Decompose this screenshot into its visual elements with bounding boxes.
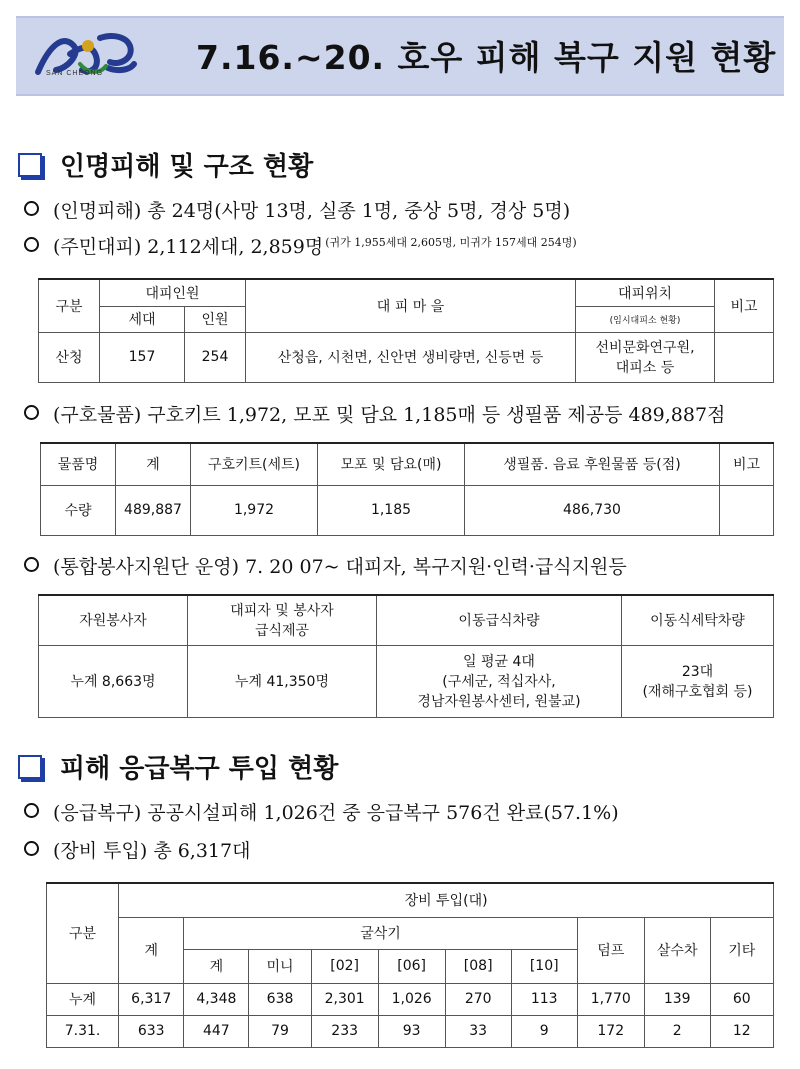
circle-bullet-icon (24, 201, 39, 216)
cell-persons: 254 (185, 332, 246, 382)
th-blanket: 모포 및 담요(매) (318, 443, 465, 485)
bullet-evacuation (24, 232, 577, 259)
cell: 4,348 (184, 983, 249, 1015)
th-item: 물품명 (41, 443, 116, 485)
cell-blanket: 1,185 (318, 485, 465, 535)
th-ex-10: [10] (511, 949, 577, 983)
cell-note (720, 485, 774, 535)
cell: 12 (710, 1015, 773, 1047)
bullet-recovery (24, 798, 619, 825)
cell: 447 (184, 1015, 249, 1047)
th-other: 기타 (710, 917, 773, 983)
cell: 270 (445, 983, 511, 1015)
cell-line: (재해구호협회 등) (642, 684, 753, 700)
cell-line: 경남자원봉사센터, 원불교) (417, 694, 581, 710)
bullet-relief (24, 400, 725, 427)
section-title: 피해 응급복구 투입 현황 (60, 754, 339, 784)
circle-bullet-icon (24, 803, 39, 818)
bullet-text: (통합봉사지원단 운영) 7. 20 07~ 대피자, 복구지원·인력·급식지원등 (53, 556, 627, 578)
th-meals-line: 급식제공 (254, 623, 310, 640)
location-line: 선비문화연구원, (595, 340, 695, 356)
bullet-subnote: (귀가 1,955세대 2,605명, 미귀가 157세대 254명) (325, 236, 577, 249)
th-ex-08: [08] (445, 949, 511, 983)
th-volunteers: 자원봉사자 (39, 595, 188, 645)
circle-bullet-icon (24, 237, 39, 252)
cell: 93 (378, 1015, 445, 1047)
cell: 633 (119, 1015, 184, 1047)
th-location-sub: (임시대피소 현황) (576, 306, 715, 332)
bullet-casualties (24, 196, 570, 223)
cell-laundry-truck (622, 645, 774, 717)
location-line: 대피소 등 (615, 360, 675, 376)
table-row (47, 1015, 774, 1047)
th-ex-total: 계 (184, 949, 249, 983)
bullet-equipment (24, 836, 250, 863)
cell: 79 (249, 1015, 311, 1047)
cell-item: 수량 (41, 485, 116, 535)
th-households: 세대 (100, 306, 185, 332)
th-kit: 구호키트(세트) (191, 443, 318, 485)
page-title: 7.16.~20. 호우 피해 복구 지원 현황 (196, 38, 777, 77)
cell: 638 (249, 983, 311, 1015)
bullet-text: (장비 투입) 총 6,317대 (53, 840, 251, 862)
bullet-text: (구호물품) 구호키트 1,972, 모포 및 담요 1,185매 등 생필품 제공등 489,887점 (53, 404, 726, 426)
cell-households: 157 (100, 332, 185, 382)
evacuation-table (38, 278, 774, 383)
table-row (47, 983, 774, 1015)
th-ex-06: [06] (378, 949, 445, 983)
th-sprinkler: 살수차 (644, 917, 710, 983)
th-meal-truck: 이동급식차량 (377, 595, 622, 645)
circle-bullet-icon (24, 841, 39, 856)
checkbox-square-icon (18, 755, 42, 779)
cell: 113 (511, 983, 577, 1015)
cell: 누계 (47, 983, 119, 1015)
cell: 60 (710, 983, 773, 1015)
th-ex-02: [02] (311, 949, 378, 983)
cell-total: 489,887 (116, 485, 191, 535)
th-meals-line: 대피자 및 봉사자 (230, 603, 334, 620)
cell: 2 (644, 1015, 710, 1047)
bullet-text: (주민대피) 2,112세대, 2,859명 (53, 236, 324, 258)
cell-supplies: 486,730 (465, 485, 720, 535)
th-total: 계 (119, 917, 184, 983)
th-laundry-truck: 이동식세탁차량 (622, 595, 774, 645)
cell: 233 (311, 1015, 378, 1047)
cell: 172 (577, 1015, 644, 1047)
cell-line: 23대 (681, 664, 714, 680)
th-ex-mini: 미니 (249, 949, 311, 983)
th-meals (188, 595, 377, 645)
circle-bullet-icon (24, 557, 39, 572)
cell-villages: 산청읍, 시천면, 신안면 생비량면, 신등면 등 (246, 332, 576, 382)
cell-meal-truck (377, 645, 622, 717)
th-gubun: 구분 (47, 883, 119, 983)
th-people: 대피인원 (100, 279, 246, 306)
th-persons: 인원 (185, 306, 246, 332)
cell-location (576, 332, 715, 382)
cell: 1,026 (378, 983, 445, 1015)
cell-meals: 누계 41,350명 (188, 645, 377, 717)
section-title: 인명피해 및 구조 현황 (60, 152, 314, 182)
th-total: 계 (116, 443, 191, 485)
logo-subtext: SAN CHEONG (46, 70, 104, 77)
th-excavator: 굴삭기 (184, 917, 577, 949)
equipment-table (46, 882, 774, 1048)
cell: 1,770 (577, 983, 644, 1015)
cell: 9 (511, 1015, 577, 1047)
th-gubun: 구분 (39, 279, 100, 332)
cell-line: (구세군, 적십자사, (442, 674, 556, 690)
bullet-text: (인명피해) 총 24명(사망 13명, 실종 1명, 중상 5명, 경상 5명) (53, 200, 571, 222)
cell: 7.31. (47, 1015, 119, 1047)
circle-bullet-icon (24, 405, 39, 420)
section-heading-recovery (18, 748, 338, 785)
cell-note (715, 332, 774, 382)
volunteer-table (38, 594, 774, 718)
section-heading-casualties (18, 146, 313, 183)
th-supplies: 생필품. 음료 후원물품 등(점) (465, 443, 720, 485)
cell: 2,301 (311, 983, 378, 1015)
relief-table (40, 442, 774, 536)
cell: 6,317 (119, 983, 184, 1015)
cell-gubun: 산청 (39, 332, 100, 382)
cell-line: 일 평균 4대 (463, 654, 535, 670)
bullet-text: (응급복구) 공공시설피해 1,026건 중 응급복구 576건 완료(57.1%) (53, 802, 619, 824)
cell-volunteers: 누계 8,663명 (39, 645, 188, 717)
cell-kit: 1,972 (191, 485, 318, 535)
cell: 33 (445, 1015, 511, 1047)
cell: 139 (644, 983, 710, 1015)
bullet-volunteer (24, 552, 627, 579)
th-equipment: 장비 투입(대) (119, 883, 774, 917)
th-note: 비고 (715, 279, 774, 332)
checkbox-square-icon (18, 153, 42, 177)
th-villages: 대 피 마 을 (246, 279, 576, 332)
th-note: 비고 (720, 443, 774, 485)
th-dump: 덤프 (577, 917, 644, 983)
header-banner (16, 16, 784, 96)
sancheong-logo (30, 24, 140, 90)
th-location: 대피위치 (576, 279, 715, 306)
